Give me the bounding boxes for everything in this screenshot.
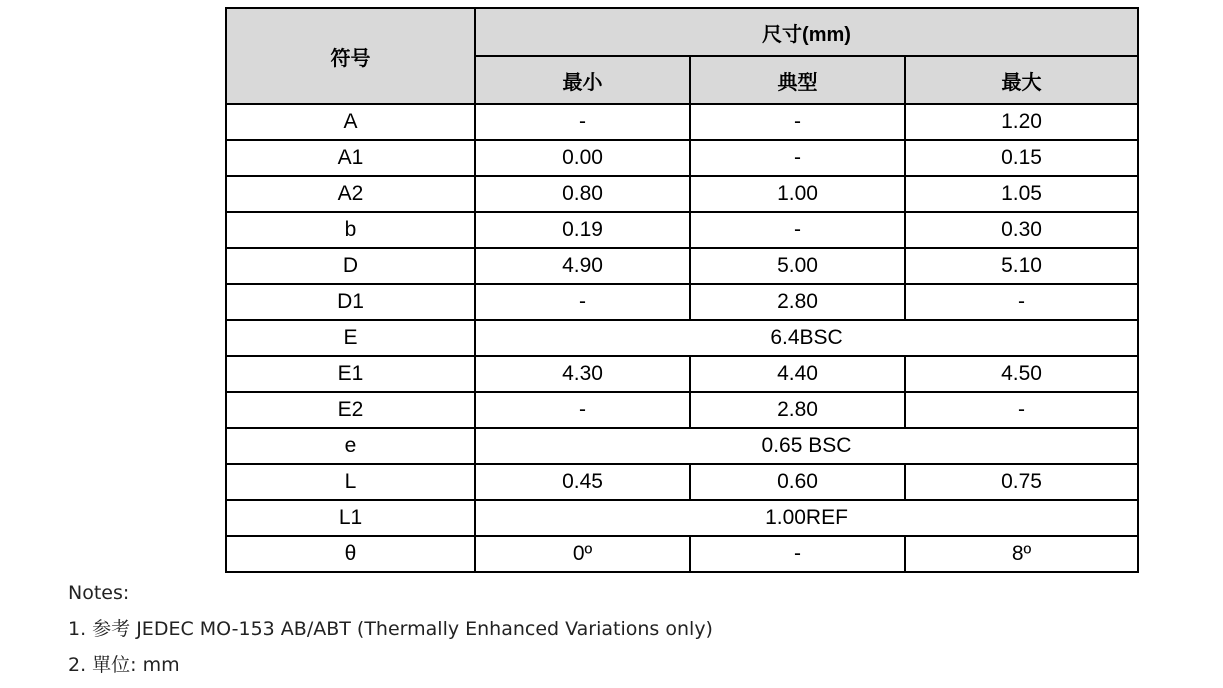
table-row — [226, 104, 1138, 140]
typ-cell: - — [690, 536, 905, 572]
table-row — [226, 428, 1138, 464]
max-cell: 8º — [905, 536, 1138, 572]
symbol-cell: A — [226, 104, 475, 140]
typ-cell: 4.40 — [690, 356, 905, 392]
min-header: 最小 — [475, 56, 690, 104]
table-row — [226, 536, 1138, 572]
typ-cell: 2.80 — [690, 284, 905, 320]
min-cell: 4.90 — [475, 248, 690, 284]
max-cell: 0.15 — [905, 140, 1138, 176]
max-cell: 1.05 — [905, 176, 1138, 212]
typ-cell: - — [690, 140, 905, 176]
max-cell: 4.50 — [905, 356, 1138, 392]
symbol-cell: D1 — [226, 284, 475, 320]
note-item-1: 1. 参考 JEDEC MO-153 AB/ABT (Thermally Enhanced Variations only) — [68, 618, 713, 640]
dimension-header: 尺寸(mm) — [475, 8, 1138, 56]
spanned-value-cell: 1.00REF — [475, 500, 1138, 536]
table-row — [226, 356, 1138, 392]
typ-cell: 1.00 — [690, 176, 905, 212]
min-cell: - — [475, 392, 690, 428]
min-cell: - — [475, 104, 690, 140]
min-cell: 0º — [475, 536, 690, 572]
max-cell: - — [905, 392, 1138, 428]
spanned-value-cell: 6.4BSC — [475, 320, 1138, 356]
table-row — [226, 284, 1138, 320]
symbol-cell: E1 — [226, 356, 475, 392]
symbol-cell: b — [226, 212, 475, 248]
typ-cell: 5.00 — [690, 248, 905, 284]
max-header: 最大 — [905, 56, 1138, 104]
notes-title: Notes: — [68, 582, 130, 604]
typ-cell: - — [690, 212, 905, 248]
table-row — [226, 320, 1138, 356]
symbol-cell: L1 — [226, 500, 475, 536]
table-row — [226, 248, 1138, 284]
typ-header: 典型 — [690, 56, 905, 104]
spanned-value-cell: 0.65 BSC — [475, 428, 1138, 464]
max-cell: 1.20 — [905, 104, 1138, 140]
min-cell: 0.45 — [475, 464, 690, 500]
note-item-2: 2. 單位: mm — [68, 654, 180, 676]
min-cell: 0.80 — [475, 176, 690, 212]
max-cell: - — [905, 284, 1138, 320]
notes-section — [68, 580, 713, 688]
max-cell: 5.10 — [905, 248, 1138, 284]
typ-cell: - — [690, 104, 905, 140]
symbol-cell: E — [226, 320, 475, 356]
table-row — [226, 140, 1138, 176]
table-row — [226, 464, 1138, 500]
table-row — [226, 500, 1138, 536]
min-cell: - — [475, 284, 690, 320]
symbol-cell: A2 — [226, 176, 475, 212]
typ-cell: 2.80 — [690, 392, 905, 428]
min-cell: 0.00 — [475, 140, 690, 176]
max-cell: 0.75 — [905, 464, 1138, 500]
max-cell: 0.30 — [905, 212, 1138, 248]
symbol-cell: D — [226, 248, 475, 284]
min-cell: 4.30 — [475, 356, 690, 392]
min-cell: 0.19 — [475, 212, 690, 248]
symbol-cell: L — [226, 464, 475, 500]
typ-cell: 0.60 — [690, 464, 905, 500]
table-row — [226, 212, 1138, 248]
dimension-table — [225, 7, 1139, 573]
symbol-cell: E2 — [226, 392, 475, 428]
table-row — [226, 176, 1138, 212]
table-row — [226, 392, 1138, 428]
table-body — [226, 104, 1138, 572]
symbol-header: 符号 — [226, 8, 475, 104]
symbol-cell: θ — [226, 536, 475, 572]
symbol-cell: A1 — [226, 140, 475, 176]
symbol-cell: e — [226, 428, 475, 464]
